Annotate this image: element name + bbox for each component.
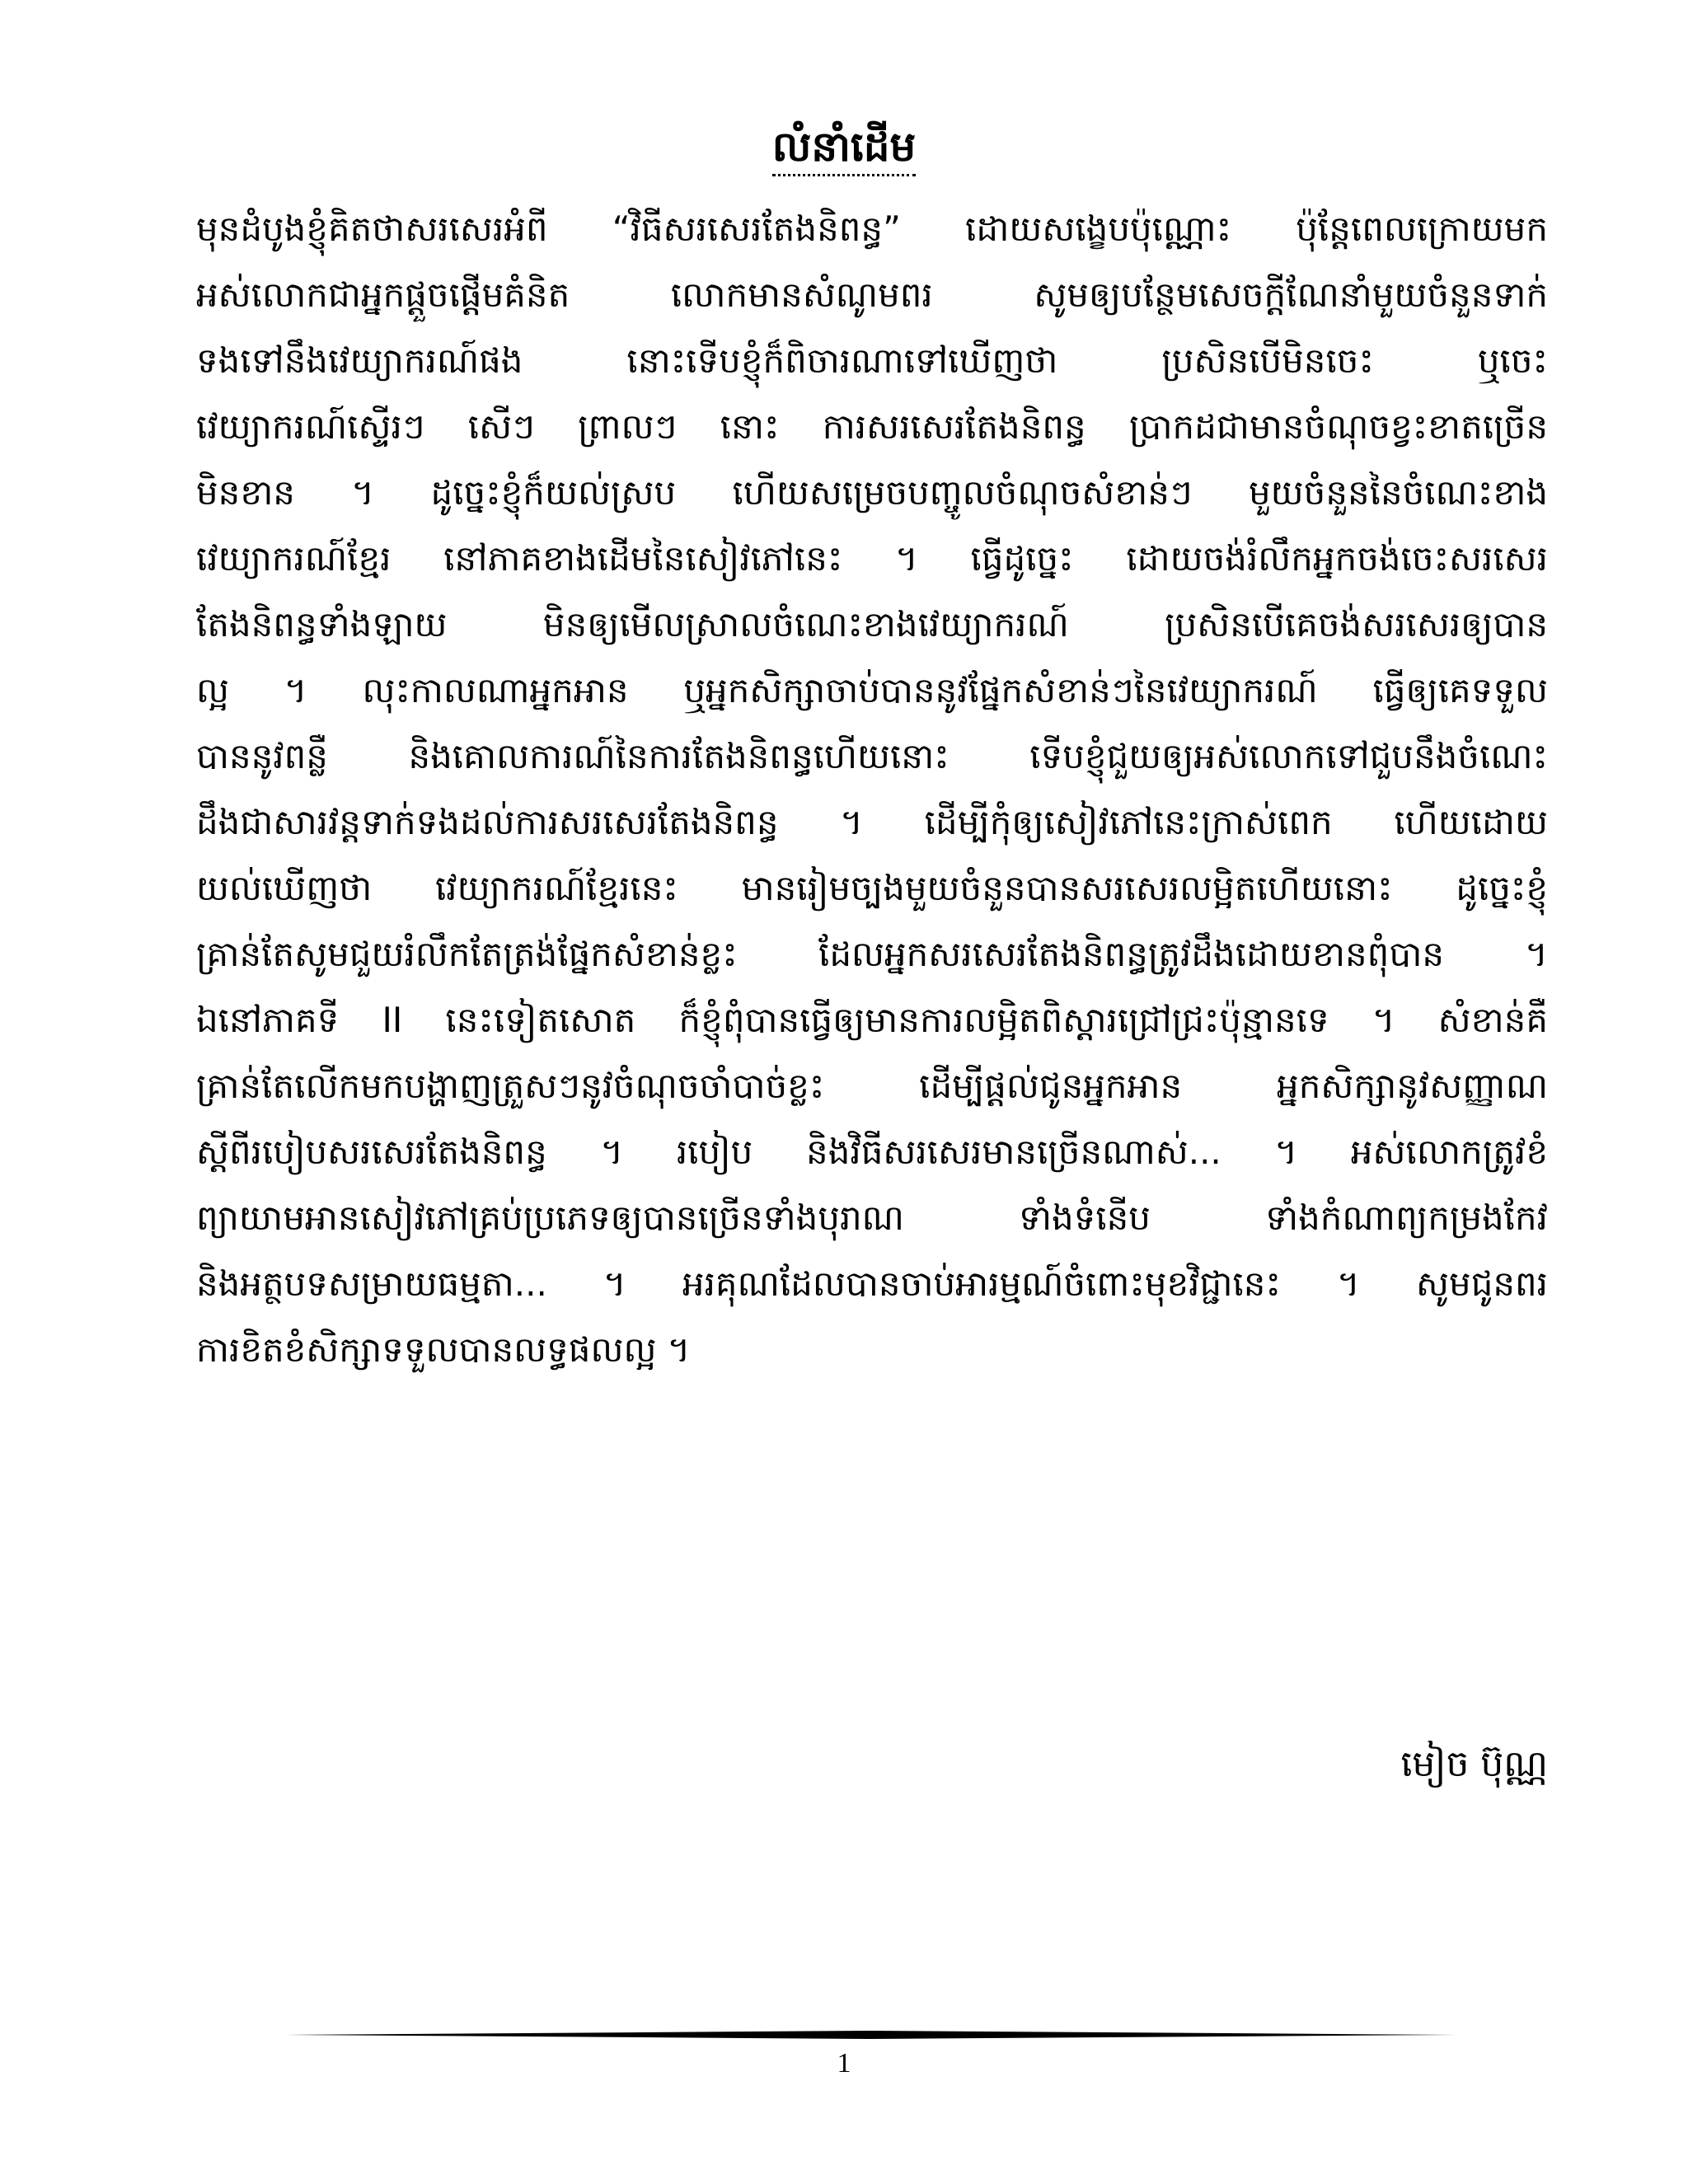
paragraph-line: គ្រាន់តែសូមជួយរំលឹកតែត្រង់ផ្នែកសំខាន់ខ្លះ ដែលអ្នកសរសេរតែងនិពន្ធត្រូវដឹងដោយខានពុំបាន ។ [196,934,1548,974]
page-number: 1 [837,2048,851,2079]
paragraph-line: ដឹងជាសារវន្តទាក់ទងដល់ការសរសេរតែងនិពន្ធ ។ ដើម្បីកុំឲ្យសៀវភៅនេះក្រាស់ពេក ហើយដោយ [196,802,1548,842]
footer-divider [285,2031,1456,2039]
page-title-text: លំនាំដើម [772,123,917,176]
paragraph-line: តែងនិពន្ធទាំងឡាយ មិនឲ្យមើលស្រាលចំណេះខាងវេយ្យាករណ៍ ប្រសិនបើគេចង់សរសេរឲ្យបាន [196,604,1548,644]
paragraph-line: គ្រាន់តែលើកមកបង្ហាញត្រួសៗនូវចំណុចចាំបាច់ខ្លះ ដើម្បីផ្តល់ជូនអ្នកអាន អ្នកសិក្សានូវសញ្ញាណ [196,1066,1548,1106]
paragraph-line: មុនដំបូងខ្ញុំគិតថាសរសេរអំពី “វិធីសរសេរតែងនិពន្ធ” ដោយសង្ខេបប៉ុណ្ណោះ ប៉ុន្តែពេលក្រោយមក [196,209,1548,249]
paragraph-line: ការខិតខំសិក្សាទទួលបានលទ្ធផលល្អ ។ [196,1329,691,1370]
body-paragraph [196,196,1548,1383]
paragraph-line: ទងទៅនឹងវេយ្យាករណ៍ផង នោះទើបខ្ញុំក៏ពិចារណាទៅឃើញថា ប្រសិនបើមិនចេះ ឬចេះ [196,340,1548,381]
paragraph-line: ព្យាយាមអានសៀវភៅគ្រប់ប្រភេទឲ្យបានច្រើនទាំងបុរាណ ទាំងទំនើប ទាំងកំណាព្យកម្រងកែវ [196,1197,1548,1238]
paragraph-line: មិនខាន ។ ដូច្នេះខ្ញុំក៏យល់ស្រប ហើយសម្រេចបញ្ចូលចំណុចសំខាន់ៗ មួយចំនួននៃចំណេះខាង [196,472,1548,513]
paragraph-line: អស់លោកជាអ្នកផ្តួចផ្តើមគំនិត លោកមានសំណូមពរ សូមឲ្យបន្ថែមសេចក្តីណែនាំមួយចំនួនទាក់ [196,274,1548,315]
paragraph-line: បាននូវពន្លឺ និងគោលការណ៍នៃការតែងនិពន្ធហើយនោះ ទើបខ្ញុំជួយឲ្យអស់លោកទៅជួបនឹងចំណេះ [196,736,1548,776]
paragraph-line: ឯនៅភាគទី II នេះទៀតសោត ក៏ខ្ញុំពុំបានធ្វើឲ្យមានការលម្អិតពិស្តារជ្រៅជ្រះប៉ុន្មានទេ ។ សំខាន់គឺ [196,1000,1548,1040]
paragraph-line: យល់ឃើញថា វេយ្យាករណ៍ខ្មែរនេះ មានរៀមច្បងមួយចំនួនបានសរសេរលម្អិតហើយនោះ ដូច្នេះខ្ញុំ [196,868,1548,908]
author-signature: មៀច ប៊ុណ្ណ [1400,1743,1548,1785]
paragraph-line: ល្អ ។ លុះកាលណាអ្នកអាន ឬអ្នកសិក្សាចាប់បាននូវផ្នែកសំខាន់ៗនៃវេយ្យាករណ៍ ធ្វើឲ្យគេទទួល [196,670,1548,710]
page-title [0,122,1688,171]
paragraph-line: វេយ្យាករណ៍ខ្មែរ នៅភាគខាងដើមនៃសៀវភៅនេះ ។ ធ្វើដូច្នេះ ដោយចង់រំលឹកអ្នកចង់ចេះសរសេរ [196,538,1548,579]
paragraph-line: ស្តីពីរបៀបសរសេរតែងនិពន្ធ ។ របៀប និងវិធីសរសេរមានច្រើនណាស់... ។ អស់លោកត្រូវខំ [196,1132,1548,1172]
paragraph-line: វេយ្យាករណ៍ស្ទើរៗ សើៗ ព្រាលៗ នោះ ការសរសេរតែងនិពន្ធ ប្រាកដជាមានចំណុចខ្វះខាតច្រើន [196,406,1548,447]
paragraph-line: និងអត្ថបទសម្រាយធម្មតា... ។ អរគុណដែលបានចាប់អារម្មណ៍ចំពោះមុខវិជ្ជានេះ ។ សូមជូនពរ [196,1263,1548,1304]
